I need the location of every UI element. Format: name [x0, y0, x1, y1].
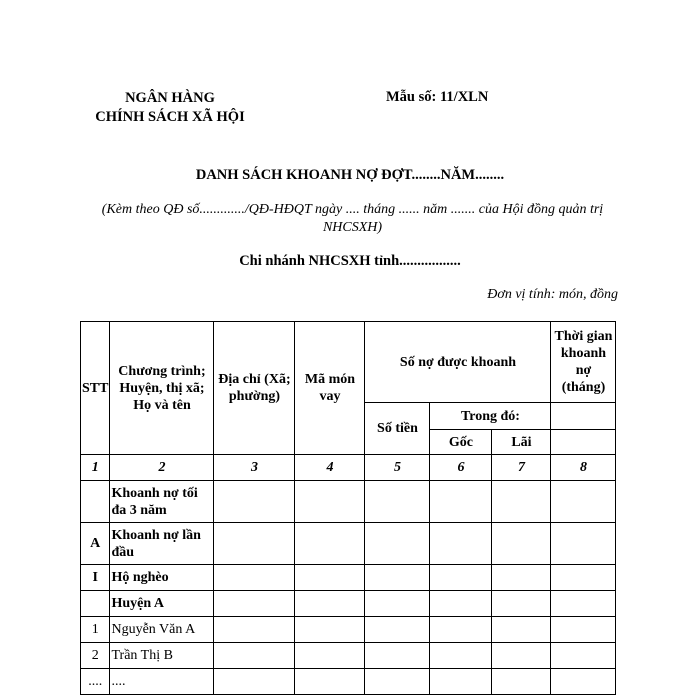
row-cell — [430, 523, 492, 565]
row-cell — [492, 523, 551, 565]
bank-name-line1: NGÂN HÀNG — [125, 90, 215, 106]
row-cell — [430, 565, 492, 591]
table-row — [81, 643, 616, 669]
row-stt: 1 — [81, 617, 110, 643]
column-number: 5 — [365, 455, 430, 481]
table-row — [81, 669, 616, 695]
row-name: Khoanh nợ tối đa 3 năm — [110, 481, 214, 523]
row-stt: I — [81, 565, 110, 591]
row-cell — [214, 643, 295, 669]
header-duration-blank2 — [551, 430, 616, 455]
row-cell — [492, 565, 551, 591]
row-cell — [295, 643, 365, 669]
row-name: Hộ nghèo — [110, 565, 214, 591]
row-cell — [365, 565, 430, 591]
row-cell — [214, 481, 295, 523]
header-stt: STT — [81, 322, 110, 455]
header-principal: Gốc — [430, 430, 492, 455]
table-row — [81, 481, 616, 523]
document-subtitle: (Kèm theo QĐ số............./QĐ-HĐQT ngày .... tháng ...... năm ....... của Hội đồng quản trị NHCSXH) — [101, 202, 604, 235]
row-cell — [214, 617, 295, 643]
loan-freeze-table — [80, 321, 616, 695]
header-of-which: Trong đó: — [430, 403, 551, 430]
row-cell — [365, 617, 430, 643]
row-name: Khoanh nợ lần đầu — [110, 523, 214, 565]
form-number: Mẫu số: 11/XLN — [386, 89, 489, 105]
row-cell — [365, 523, 430, 565]
table-row — [81, 617, 616, 643]
column-number: 4 — [295, 455, 365, 481]
row-cell — [551, 617, 616, 643]
row-cell — [365, 643, 430, 669]
row-cell — [295, 565, 365, 591]
row-cell — [214, 591, 295, 617]
row-cell — [551, 565, 616, 591]
row-cell — [551, 481, 616, 523]
header-amount: Số tiền — [365, 403, 430, 455]
row-name: Trần Thị B — [110, 643, 214, 669]
header-duration-blank — [551, 403, 616, 430]
table-row — [81, 523, 616, 565]
row-cell — [365, 591, 430, 617]
header-program: Chương trình; Huyện, thị xã; Họ và tên — [110, 322, 214, 455]
bank-name-line2: CHÍNH SÁCH XÃ HỘI — [95, 109, 245, 125]
row-cell — [430, 617, 492, 643]
bank-name — [80, 89, 260, 127]
row-cell — [295, 591, 365, 617]
row-cell — [365, 481, 430, 523]
row-name: Nguyễn Văn A — [110, 617, 214, 643]
column-number: 6 — [430, 455, 492, 481]
column-number: 7 — [492, 455, 551, 481]
header-duration: Thời gian khoanh nợ (tháng) — [551, 322, 616, 403]
row-cell — [214, 669, 295, 695]
row-cell — [551, 643, 616, 669]
header-loan-code: Mã món vay — [295, 322, 365, 455]
row-cell — [492, 591, 551, 617]
row-cell — [492, 481, 551, 523]
row-cell — [492, 617, 551, 643]
row-cell — [214, 523, 295, 565]
branch-line: Chi nhánh NHCSXH tỉnh................. — [239, 253, 461, 269]
header-address: Địa chỉ (Xã; phường) — [214, 322, 295, 455]
row-cell — [295, 481, 365, 523]
row-stt: A — [81, 523, 110, 565]
row-name: Huyện A — [110, 591, 214, 617]
row-cell — [492, 643, 551, 669]
row-cell — [551, 669, 616, 695]
row-cell — [295, 617, 365, 643]
row-name: .... — [110, 669, 214, 695]
row-cell — [430, 591, 492, 617]
row-cell — [214, 565, 295, 591]
column-number: 1 — [81, 455, 110, 481]
unit-line: Đơn vị tính: món, đồng — [487, 287, 618, 302]
header-debt-frozen: Số nợ được khoanh — [365, 322, 551, 403]
row-cell — [430, 481, 492, 523]
table-row — [81, 591, 616, 617]
row-cell — [551, 591, 616, 617]
row-cell — [295, 523, 365, 565]
row-stt: 2 — [81, 643, 110, 669]
document-title: DANH SÁCH KHOANH NỢ ĐỢT........NĂM........ — [195, 167, 505, 183]
column-number: 8 — [551, 455, 616, 481]
column-number: 3 — [214, 455, 295, 481]
row-cell — [430, 669, 492, 695]
column-number: 2 — [110, 455, 214, 481]
row-stt — [81, 481, 110, 523]
row-cell — [551, 523, 616, 565]
row-cell — [430, 643, 492, 669]
row-stt: .... — [81, 669, 110, 695]
row-cell — [295, 669, 365, 695]
row-cell — [365, 669, 430, 695]
row-cell — [492, 669, 551, 695]
table-row — [81, 565, 616, 591]
row-stt — [81, 591, 110, 617]
header-interest: Lãi — [492, 430, 551, 455]
